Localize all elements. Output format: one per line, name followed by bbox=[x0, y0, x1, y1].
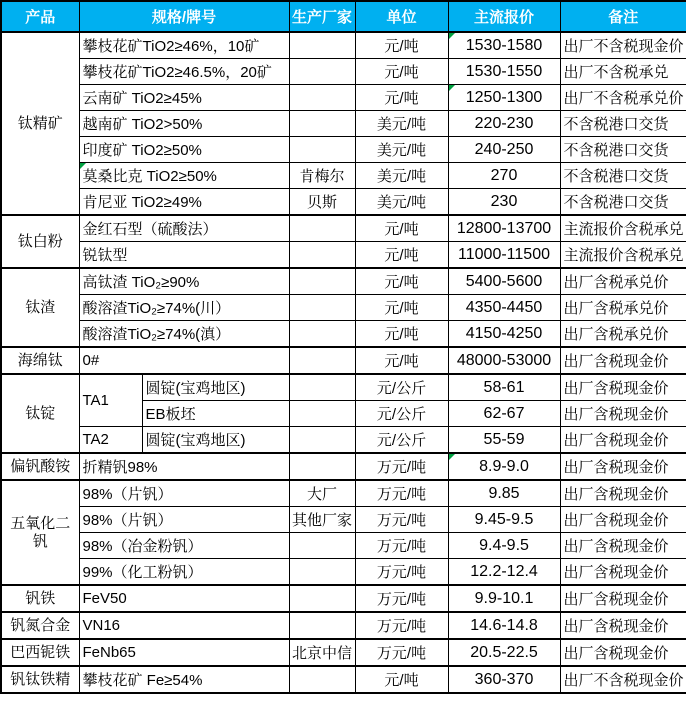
unit-cell bbox=[355, 507, 448, 533]
unit-cell-text: 美元/吨 bbox=[376, 116, 427, 133]
unit-cell bbox=[355, 374, 448, 401]
comment-marker-icon bbox=[80, 163, 86, 169]
table-row bbox=[1, 612, 686, 639]
product-cell-text: 钒氮合金 bbox=[10, 616, 71, 634]
note-cell-text: 出厂含税现金价 bbox=[563, 406, 669, 423]
unit-cell bbox=[355, 163, 448, 189]
note-cell bbox=[560, 401, 686, 427]
note-cell-text: 不含税港口交货 bbox=[563, 168, 669, 185]
unit-cell bbox=[355, 295, 448, 321]
manufacturer-cell-text: 肯梅尔 bbox=[299, 168, 345, 185]
comment-marker-icon bbox=[449, 85, 455, 91]
unit-cell-text: 元/吨 bbox=[384, 353, 419, 370]
product-cell bbox=[1, 268, 79, 347]
unit-cell-text: 元/吨 bbox=[384, 672, 419, 689]
spec-cell-text: 金红石型（硫酸法） bbox=[82, 221, 218, 238]
header-cell-maker: 生产厂家 bbox=[289, 1, 355, 32]
unit-cell-text: 万元/吨 bbox=[376, 512, 427, 529]
manufacturer-cell bbox=[289, 453, 355, 480]
price-cell bbox=[448, 321, 560, 348]
header-cell-product: 产品 bbox=[1, 1, 79, 32]
header-cell-spec: 规格/牌号 bbox=[79, 1, 289, 32]
table-row bbox=[1, 32, 686, 59]
product-cell-text: 钒铁 bbox=[25, 589, 56, 607]
table-row bbox=[1, 85, 686, 111]
note-cell-text: 出厂含税现金价 bbox=[563, 618, 669, 635]
spec-shape-cell bbox=[142, 374, 289, 401]
note-cell bbox=[560, 639, 686, 666]
unit-cell-text: 元/吨 bbox=[384, 300, 419, 317]
unit-cell bbox=[355, 427, 448, 454]
note-cell bbox=[560, 666, 686, 693]
table-row bbox=[1, 189, 686, 216]
manufacturer-cell bbox=[289, 189, 355, 216]
table-row bbox=[1, 639, 686, 666]
header-cell-note: 备注 bbox=[560, 1, 686, 32]
price-cell-text: 14.6-14.8 bbox=[470, 616, 538, 634]
comment-marker-icon bbox=[449, 454, 455, 460]
spec-shape-cell-text: 圆锭(宝鸡地区) bbox=[145, 432, 246, 449]
note-cell bbox=[560, 85, 686, 111]
spec-cell-text: 98%（冶金粉钒） bbox=[82, 538, 203, 555]
manufacturer-cell bbox=[289, 295, 355, 321]
spec-cell bbox=[79, 111, 289, 137]
manufacturer-cell bbox=[289, 347, 355, 374]
table-row bbox=[1, 268, 686, 295]
spec-cell bbox=[79, 585, 289, 612]
manufacturer-cell-text: 贝斯 bbox=[307, 194, 338, 211]
unit-cell-text: 元/吨 bbox=[384, 64, 419, 81]
spec-cell-text: VN16 bbox=[82, 617, 121, 634]
price-cell-text: 12.2-12.4 bbox=[470, 562, 538, 580]
unit-cell bbox=[355, 639, 448, 666]
unit-cell bbox=[355, 111, 448, 137]
note-cell bbox=[560, 59, 686, 85]
spec-cell-text: 云南矿 TiO2≥45% bbox=[82, 90, 202, 107]
table-row bbox=[1, 533, 686, 559]
price-cell-text: 9.45-9.5 bbox=[474, 510, 534, 528]
price-cell bbox=[448, 163, 560, 189]
price-cell-text: 62-67 bbox=[483, 404, 525, 422]
price-cell bbox=[448, 612, 560, 639]
spec-cell-text: 莫桑比克 TiO2≥50% bbox=[82, 168, 217, 185]
manufacturer-cell-text: 其他厂家 bbox=[292, 512, 353, 529]
manufacturer-cell bbox=[289, 59, 355, 85]
table-row bbox=[1, 559, 686, 586]
unit-cell-text: 元/吨 bbox=[384, 247, 419, 264]
note-cell bbox=[560, 137, 686, 163]
unit-cell bbox=[355, 480, 448, 507]
price-cell bbox=[448, 137, 560, 163]
spec-cell bbox=[79, 507, 289, 533]
price-cell-text: 9.85 bbox=[488, 484, 520, 502]
spec-cell-text: 越南矿 TiO2>50% bbox=[82, 116, 203, 133]
comment-marker-icon bbox=[449, 33, 455, 39]
price-cell bbox=[448, 295, 560, 321]
note-cell bbox=[560, 295, 686, 321]
unit-cell bbox=[355, 666, 448, 693]
price-cell-text: 48000-53000 bbox=[456, 351, 552, 369]
spec-cell bbox=[79, 163, 289, 189]
note-cell-text: 出厂含税现金价 bbox=[563, 538, 669, 555]
note-cell-text: 出厂含税现金价 bbox=[563, 564, 669, 581]
unit-cell-text: 万元/吨 bbox=[376, 591, 427, 608]
spec-cell bbox=[79, 453, 289, 480]
product-cell-text: 钛白粉 bbox=[17, 232, 63, 250]
table-row bbox=[1, 507, 686, 533]
price-cell-text: 230 bbox=[490, 192, 518, 210]
spec-grade-cell-text: TA1 bbox=[82, 392, 109, 409]
price-cell bbox=[448, 585, 560, 612]
manufacturer-cell bbox=[289, 374, 355, 401]
product-cell bbox=[1, 374, 79, 453]
price-cell bbox=[448, 32, 560, 59]
header-cell-unit: 单位 bbox=[355, 1, 448, 32]
note-cell-text: 出厂含税承兑价 bbox=[563, 326, 669, 343]
note-cell bbox=[560, 32, 686, 59]
price-cell-text: 1250-1300 bbox=[465, 88, 543, 106]
spec-cell bbox=[79, 321, 289, 348]
price-cell bbox=[448, 480, 560, 507]
table-row bbox=[1, 480, 686, 507]
note-cell bbox=[560, 559, 686, 586]
spec-cell bbox=[79, 295, 289, 321]
unit-cell bbox=[355, 453, 448, 480]
price-cell-text: 1530-1580 bbox=[465, 36, 543, 54]
price-cell-text: 9.9-10.1 bbox=[474, 589, 534, 607]
spec-cell bbox=[79, 189, 289, 216]
price-cell bbox=[448, 242, 560, 269]
product-cell-text: 偏钒酸铵 bbox=[10, 457, 71, 475]
note-cell-text: 出厂含税现金价 bbox=[563, 353, 669, 370]
price-cell bbox=[448, 189, 560, 216]
table-row bbox=[1, 215, 686, 242]
unit-cell-text: 元/吨 bbox=[384, 274, 419, 291]
unit-cell-text: 万元/吨 bbox=[376, 618, 427, 635]
table-row bbox=[1, 111, 686, 137]
manufacturer-cell bbox=[289, 585, 355, 612]
price-cell-text: 12800-13700 bbox=[456, 219, 552, 237]
note-cell-text: 出厂含税现金价 bbox=[563, 591, 669, 608]
note-cell-text: 出厂含税现金价 bbox=[563, 645, 669, 662]
note-cell-text: 出厂不含税现金价 bbox=[563, 672, 684, 689]
unit-cell bbox=[355, 321, 448, 348]
manufacturer-cell bbox=[289, 321, 355, 348]
unit-cell-text: 万元/吨 bbox=[376, 645, 427, 662]
note-cell bbox=[560, 189, 686, 216]
manufacturer-cell-text: 北京中信 bbox=[292, 645, 353, 662]
spec-cell-text: FeV50 bbox=[82, 590, 127, 607]
note-cell-text: 出厂含税现金价 bbox=[563, 512, 669, 529]
note-cell bbox=[560, 374, 686, 401]
manufacturer-cell bbox=[289, 507, 355, 533]
note-cell bbox=[560, 507, 686, 533]
spec-cell-text: 0# bbox=[82, 352, 100, 369]
unit-cell-text: 美元/吨 bbox=[376, 168, 427, 185]
unit-cell bbox=[355, 189, 448, 216]
manufacturer-cell bbox=[289, 666, 355, 693]
table-row bbox=[1, 374, 686, 401]
manufacturer-cell bbox=[289, 32, 355, 59]
table-row bbox=[1, 666, 686, 693]
table-row bbox=[1, 321, 686, 348]
spec-cell-text: 高钛渣 TiO₂≥90% bbox=[82, 274, 200, 291]
unit-cell-text: 元/吨 bbox=[384, 221, 419, 238]
note-cell-text: 出厂含税现金价 bbox=[563, 459, 669, 476]
note-cell-text: 出厂不含税现金价 bbox=[563, 38, 684, 55]
spec-cell bbox=[79, 533, 289, 559]
product-cell bbox=[1, 666, 79, 693]
product-cell-text: 钒钛铁精 bbox=[10, 670, 71, 688]
note-cell-text: 出厂含税承兑价 bbox=[563, 274, 669, 291]
note-cell bbox=[560, 480, 686, 507]
unit-cell-text: 美元/吨 bbox=[376, 194, 427, 211]
spec-cell bbox=[79, 666, 289, 693]
note-cell-text: 主流报价含税承兑 bbox=[563, 247, 684, 264]
manufacturer-cell bbox=[289, 401, 355, 427]
spec-cell-text: 肯尼亚 TiO2≥49% bbox=[82, 194, 202, 211]
note-cell bbox=[560, 163, 686, 189]
table-row bbox=[1, 295, 686, 321]
unit-cell bbox=[355, 242, 448, 269]
note-cell bbox=[560, 268, 686, 295]
table-row bbox=[1, 163, 686, 189]
unit-cell-text: 万元/吨 bbox=[376, 538, 427, 555]
unit-cell bbox=[355, 533, 448, 559]
manufacturer-cell bbox=[289, 242, 355, 269]
unit-cell bbox=[355, 215, 448, 242]
unit-cell-text: 元/公斤 bbox=[376, 406, 427, 423]
note-cell bbox=[560, 585, 686, 612]
price-cell bbox=[448, 111, 560, 137]
manufacturer-cell bbox=[289, 85, 355, 111]
price-cell bbox=[448, 85, 560, 111]
price-cell-text: 240-250 bbox=[474, 140, 534, 158]
note-cell bbox=[560, 242, 686, 269]
unit-cell bbox=[355, 32, 448, 59]
manufacturer-cell bbox=[289, 111, 355, 137]
manufacturer-cell bbox=[289, 559, 355, 586]
unit-cell-text: 美元/吨 bbox=[376, 142, 427, 159]
note-cell-text: 主流报价含税承兑 bbox=[563, 221, 684, 238]
note-cell bbox=[560, 453, 686, 480]
price-cell-text: 360-370 bbox=[474, 670, 534, 688]
price-cell bbox=[448, 347, 560, 374]
spec-cell bbox=[79, 32, 289, 59]
price-cell-text: 5400-5600 bbox=[465, 272, 543, 290]
unit-cell bbox=[355, 612, 448, 639]
unit-cell bbox=[355, 137, 448, 163]
product-cell bbox=[1, 215, 79, 268]
unit-cell-text: 万元/吨 bbox=[376, 486, 427, 503]
note-cell bbox=[560, 533, 686, 559]
spec-cell bbox=[79, 559, 289, 586]
spec-cell bbox=[79, 137, 289, 163]
note-cell-text: 不含税港口交货 bbox=[563, 142, 669, 159]
header-cell-price: 主流报价 bbox=[448, 1, 560, 32]
unit-cell-text: 万元/吨 bbox=[376, 564, 427, 581]
product-cell-text: 钛精矿 bbox=[17, 114, 63, 132]
unit-cell-text: 元/吨 bbox=[384, 90, 419, 107]
manufacturer-cell-text: 大厂 bbox=[307, 486, 338, 503]
product-cell-text: 钛锭 bbox=[25, 404, 56, 422]
spec-cell-text: 酸溶渣TiO₂≥74%(川） bbox=[82, 300, 231, 317]
spec-cell-text: 印度矿 TiO2≥50% bbox=[82, 142, 202, 159]
unit-cell bbox=[355, 585, 448, 612]
spec-cell bbox=[79, 612, 289, 639]
product-cell bbox=[1, 612, 79, 639]
manufacturer-cell bbox=[289, 480, 355, 507]
product-cell-text: 五氧化二钒 bbox=[10, 515, 71, 550]
spec-cell-text: 攀枝花矿TiO2≥46.5%，20矿 bbox=[82, 64, 272, 81]
table-row bbox=[1, 137, 686, 163]
price-cell bbox=[448, 639, 560, 666]
price-cell bbox=[448, 507, 560, 533]
product-cell bbox=[1, 32, 79, 215]
price-cell-text: 11000-11500 bbox=[458, 245, 550, 263]
price-cell bbox=[448, 559, 560, 586]
product-cell-text: 钛渣 bbox=[25, 298, 56, 316]
manufacturer-cell bbox=[289, 215, 355, 242]
unit-cell-text: 万元/吨 bbox=[376, 459, 427, 476]
spec-cell-text: 攀枝花矿TiO2≥46%，10矿 bbox=[82, 38, 260, 55]
spec-shape-cell bbox=[142, 427, 289, 454]
spec-cell bbox=[79, 215, 289, 242]
spec-cell-text: 折精钒98% bbox=[82, 459, 158, 476]
price-cell bbox=[448, 59, 560, 85]
note-cell bbox=[560, 321, 686, 348]
price-cell-text: 55-59 bbox=[483, 430, 525, 448]
spec-cell-text: 99%（化工粉钒） bbox=[82, 564, 203, 581]
price-cell-text: 220-230 bbox=[474, 114, 534, 132]
manufacturer-cell bbox=[289, 639, 355, 666]
price-cell bbox=[448, 215, 560, 242]
spec-cell bbox=[79, 268, 289, 295]
spec-grade-cell bbox=[79, 427, 142, 454]
spec-cell bbox=[79, 242, 289, 269]
unit-cell bbox=[355, 401, 448, 427]
table-row bbox=[1, 427, 686, 454]
spec-cell-text: FeNb65 bbox=[82, 644, 136, 661]
spec-cell-text: 98%（片钒） bbox=[82, 512, 173, 529]
price-cell bbox=[448, 453, 560, 480]
price-cell bbox=[448, 374, 560, 401]
note-cell-text: 出厂含税承兑价 bbox=[563, 300, 669, 317]
product-cell-text: 巴西铌铁 bbox=[10, 643, 71, 661]
note-cell bbox=[560, 612, 686, 639]
product-cell bbox=[1, 480, 79, 585]
note-cell-text: 出厂不含税承兑 bbox=[563, 64, 669, 81]
spec-cell-text: 攀枝花矿 Fe≥54% bbox=[82, 672, 203, 689]
product-cell bbox=[1, 347, 79, 374]
unit-cell bbox=[355, 268, 448, 295]
note-cell-text: 出厂含税现金价 bbox=[563, 486, 669, 503]
product-cell bbox=[1, 639, 79, 666]
table-row bbox=[1, 585, 686, 612]
spec-cell bbox=[79, 85, 289, 111]
manufacturer-cell bbox=[289, 163, 355, 189]
manufacturer-cell bbox=[289, 427, 355, 454]
price-cell-text: 9.4-9.5 bbox=[479, 536, 529, 554]
spec-cell bbox=[79, 639, 289, 666]
note-cell-text: 不含税港口交货 bbox=[563, 194, 669, 211]
price-cell-text: 270 bbox=[490, 166, 518, 184]
unit-cell bbox=[355, 347, 448, 374]
unit-cell bbox=[355, 85, 448, 111]
header-row bbox=[1, 1, 686, 32]
price-cell bbox=[448, 268, 560, 295]
note-cell-text: 出厂含税现金价 bbox=[563, 432, 669, 449]
unit-cell bbox=[355, 559, 448, 586]
spec-cell bbox=[79, 480, 289, 507]
unit-cell-text: 元/吨 bbox=[384, 326, 419, 343]
note-cell-text: 出厂不含税承兑价 bbox=[563, 90, 684, 107]
spec-shape-cell-text: EB板坯 bbox=[145, 406, 196, 423]
price-cell-text: 20.5-22.5 bbox=[470, 643, 538, 661]
spec-cell bbox=[79, 59, 289, 85]
spec-grade-cell bbox=[79, 374, 142, 427]
note-cell-text: 出厂含税现金价 bbox=[563, 380, 669, 397]
note-cell-text: 不含税港口交货 bbox=[563, 116, 669, 133]
price-cell-text: 1530-1550 bbox=[465, 62, 543, 80]
manufacturer-cell bbox=[289, 533, 355, 559]
price-cell bbox=[448, 427, 560, 454]
note-cell bbox=[560, 347, 686, 374]
spec-shape-cell bbox=[142, 401, 289, 427]
price-cell bbox=[448, 533, 560, 559]
price-cell-text: 4350-4450 bbox=[465, 298, 543, 316]
unit-cell-text: 元/公斤 bbox=[376, 380, 427, 397]
table-row bbox=[1, 347, 686, 374]
spec-grade-cell-text: TA2 bbox=[82, 431, 109, 448]
price-cell bbox=[448, 401, 560, 427]
spec-shape-cell-text: 圆锭(宝鸡地区) bbox=[145, 380, 246, 397]
manufacturer-cell bbox=[289, 268, 355, 295]
product-cell bbox=[1, 585, 79, 612]
product-cell-text: 海绵钛 bbox=[17, 351, 63, 369]
price-cell-text: 4150-4250 bbox=[465, 324, 543, 342]
price-cell-text: 8.9-9.0 bbox=[479, 457, 529, 475]
note-cell bbox=[560, 215, 686, 242]
manufacturer-cell bbox=[289, 612, 355, 639]
unit-cell bbox=[355, 59, 448, 85]
price-cell bbox=[448, 666, 560, 693]
table-row bbox=[1, 453, 686, 480]
spec-cell-text: 锐钛型 bbox=[82, 247, 128, 264]
price-cell-text: 58-61 bbox=[483, 378, 525, 396]
unit-cell-text: 元/吨 bbox=[384, 38, 419, 55]
product-cell bbox=[1, 453, 79, 480]
note-cell bbox=[560, 111, 686, 137]
note-cell bbox=[560, 427, 686, 454]
table-row bbox=[1, 242, 686, 269]
table-row bbox=[1, 59, 686, 85]
spec-cell bbox=[79, 347, 289, 374]
manufacturer-cell bbox=[289, 137, 355, 163]
spec-cell-text: 酸溶渣TiO₂≥74%(滇） bbox=[82, 326, 231, 343]
spec-cell-text: 98%（片钒） bbox=[82, 486, 173, 503]
unit-cell-text: 元/公斤 bbox=[376, 432, 427, 449]
